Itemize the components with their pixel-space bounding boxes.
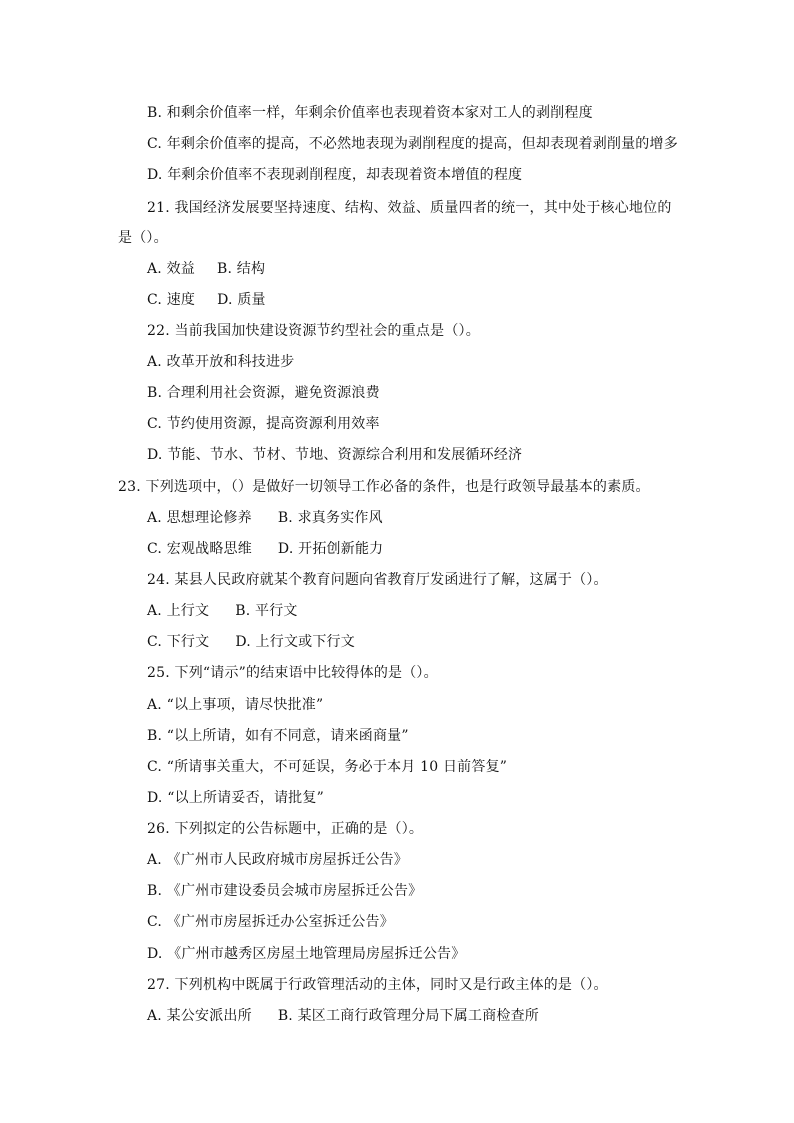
q24-option-b: B. 平行文 <box>235 603 298 619</box>
q25-option-c: C. “所请事关重大，不可延误，务必于本月 10 日前答复” <box>147 759 508 775</box>
q23-options-cd <box>147 540 383 558</box>
q21-option-a: A. 效益 <box>147 261 196 277</box>
q21-options-ab <box>147 260 265 278</box>
question-22: 22. 当前我国加快建设资源节约型社会的重点是（）。 <box>147 323 480 339</box>
q21-options-cd <box>147 291 266 309</box>
q25-option-d: D. “以上所请妥否，请批复” <box>147 790 324 806</box>
q26-option-c: C. 《广州市房屋拆迁办公室拆迁公告》 <box>147 914 394 930</box>
q26-option-d: D. 《广州市越秀区房屋土地管理局房屋拆迁公告》 <box>147 946 466 962</box>
question-21-line2: 是（）。 <box>118 230 168 246</box>
q27-option-a: A. 某公安派出所 <box>147 1008 252 1024</box>
q22-option-c: C. 节约使用资源，提高资源利用效率 <box>147 416 380 432</box>
question-21-line1: 21. 我国经济发展要坚持速度、结构、效益、质量四者的统一，其中处于核心地位的 <box>147 200 672 216</box>
q27-option-b: B. 某区工商行政管理分局下属工商检查所 <box>277 1008 539 1024</box>
q20-option-b: B. 和剩余价值率一样，年剩余价值率也表现着资本家对工人的剥削程度 <box>147 105 593 121</box>
q20-option-c: C. 年剩余价值率的提高，不必然地表现为剥削程度的提高，但却表现着剥削量的增多 <box>147 136 678 152</box>
q20-option-d: D. 年剩余价值率不表现剥削程度，却表现着资本增值的程度 <box>147 167 523 183</box>
q23-option-b: B. 求真务实作风 <box>277 510 383 526</box>
q24-option-d: D. 上行文或下行文 <box>235 634 355 650</box>
q22-option-a: A. 改革开放和科技进步 <box>147 354 295 370</box>
q23-option-a: A. 思想理论修养 <box>147 510 252 526</box>
question-26: 26. 下列拟定的公告标题中，正确的是（）。 <box>147 821 424 837</box>
question-23: 23. 下列选项中，（）是做好一切领导工作必备的条件，也是行政领导最基本的素质。 <box>118 479 650 495</box>
q22-option-b: B. 合理利用社会资源，避免资源浪费 <box>147 385 380 401</box>
question-24: 24. 某县人民政府就某个教育问题向省教育厅发函进行了解，这属于（）。 <box>147 572 608 588</box>
q24-option-c: C. 下行文 <box>147 634 210 650</box>
q21-option-c: C. 速度 <box>147 292 196 308</box>
q23-option-d: D. 开拓创新能力 <box>277 541 384 557</box>
question-25: 25. 下列“请示”的结束语中比较得体的是（）。 <box>147 665 438 681</box>
q21-option-b: B. 结构 <box>217 261 266 277</box>
question-27: 27. 下列机构中既属于行政管理活动的主体，同时又是行政主体的是（）。 <box>147 977 608 993</box>
q26-option-a: A. 《广州市人民政府城市房屋拆迁公告》 <box>147 852 409 868</box>
q24-options-ab <box>147 602 298 620</box>
q25-option-a: A. “以上事项，请尽快批准” <box>147 697 324 713</box>
q21-option-d: D. 质量 <box>217 292 266 308</box>
q23-options-ab <box>147 509 383 527</box>
q25-option-b: B. “以上所请，如有不同意，请来函商量” <box>147 728 409 744</box>
q26-option-b: B. 《广州市建设委员会城市房屋拆迁公告》 <box>147 883 423 899</box>
q24-option-a: A. 上行文 <box>147 603 210 619</box>
q23-option-c: C. 宏观战略思维 <box>147 541 252 557</box>
q27-options-ab <box>147 1007 539 1025</box>
q24-options-cd <box>147 633 355 651</box>
q22-option-d: D. 节能、节水、节材、节地、资源综合利用和发展循环经济 <box>147 447 523 463</box>
